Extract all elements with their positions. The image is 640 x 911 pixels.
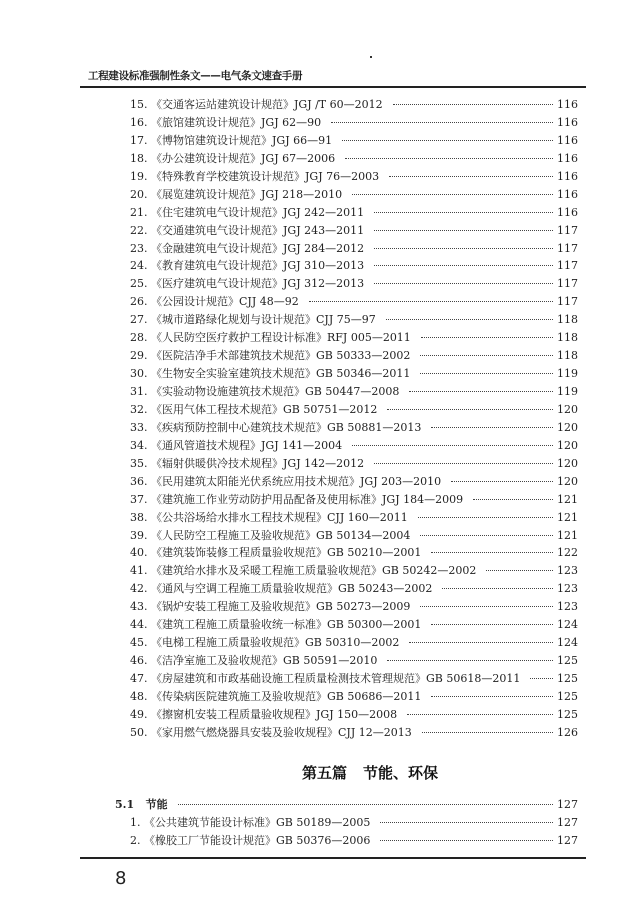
toc-entry[interactable] <box>130 168 578 186</box>
entry-page: 116 <box>557 187 578 201</box>
entry-page: 119 <box>557 367 578 381</box>
entry-text <box>130 616 421 634</box>
entry-number: 42. <box>130 582 148 596</box>
dot-leader <box>409 391 553 392</box>
toc-entry[interactable] <box>130 275 578 293</box>
entry-title: 《洁净室施工及验收规范》GB 50591—2010 <box>151 654 378 668</box>
section-heading[interactable] <box>115 796 578 814</box>
entry-number: 40. <box>130 546 148 560</box>
entry-page: 121 <box>557 528 578 542</box>
entry-number: 33. <box>130 420 148 434</box>
entry-text <box>130 329 411 347</box>
toc-entry[interactable] <box>130 293 578 311</box>
entry-title: 《家用燃气燃烧器具安装及验收规程》CJJ 12—2013 <box>151 725 412 739</box>
entry-page: 125 <box>557 654 578 668</box>
entry-page: 120 <box>557 420 578 434</box>
entry-title: 《人民防空医疗救护工程设计标准》RFJ 005—2011 <box>151 331 411 345</box>
toc-entry[interactable] <box>130 706 578 724</box>
toc-entry[interactable] <box>130 329 578 347</box>
dot-leader <box>407 714 553 715</box>
entry-text <box>130 132 332 150</box>
entry-page: 123 <box>557 582 578 596</box>
entry-title: 《建筑给水排水及采暖工程施工质量验收规范》GB 50242—2002 <box>151 564 477 578</box>
entry-title: 《通风管道技术规程》JGJ 141—2004 <box>151 438 343 452</box>
entry-title: 《特殊教育学校建筑设计规范》JGJ 76—2003 <box>151 169 380 183</box>
entry-page: 124 <box>557 636 578 650</box>
entry-number: 21. <box>130 205 148 219</box>
entry-number: 30. <box>130 367 148 381</box>
entry-title: 《房屋建筑和市政基础设施工程质量检测技术管理规范》GB 50618—2011 <box>151 672 521 685</box>
entry-page: 116 <box>557 133 578 147</box>
entry-number: 1. <box>130 815 141 829</box>
entry-number: 24. <box>130 259 148 273</box>
dot-leader <box>380 822 553 823</box>
dot-leader <box>352 194 553 195</box>
entry-text <box>130 293 299 311</box>
entry-number: 34. <box>130 438 148 452</box>
entry-text <box>130 257 364 275</box>
entry-text <box>130 437 342 455</box>
entry-title: 《建筑装饰装修工程质量验收规范》GB 50210—2001 <box>151 546 422 560</box>
entry-title: 《医院洁净手术部建筑技术规范》GB 50333—2002 <box>151 349 411 363</box>
running-head: 工程建设标准强制性条文——电气条文速查手册 <box>88 70 303 82</box>
dot-leader <box>486 570 553 571</box>
dot-leader <box>387 409 553 410</box>
entry-title: 《擦窗机安装工程质量验收规程》JGJ 150—2008 <box>151 707 398 721</box>
entry-page: 126 <box>557 725 578 739</box>
entry-text <box>130 240 364 258</box>
toc-entry[interactable] <box>130 114 578 132</box>
entry-page: 124 <box>557 618 578 632</box>
entry-number: 15. <box>130 98 148 111</box>
dot-leader <box>431 696 553 697</box>
entry-page: 127 <box>557 815 578 829</box>
entry-page: 125 <box>557 672 578 685</box>
toc-entry[interactable] <box>130 473 578 491</box>
dot-leader <box>374 463 553 464</box>
header-rule <box>80 86 586 88</box>
entry-number: 35. <box>130 456 148 470</box>
entry-number: 28. <box>130 331 148 345</box>
entry-title: 《橡胶工厂节能设计规范》GB 50376—2006 <box>144 833 371 847</box>
entry-text <box>130 455 364 473</box>
entry-number: 2. <box>130 833 141 847</box>
dot-leader <box>442 588 553 589</box>
entry-title: 《住宅建筑电气设计规范》JGJ 242—2011 <box>151 205 365 219</box>
dot-leader <box>418 517 553 518</box>
entry-page: 116 <box>557 98 578 111</box>
part-title: 节能、环保 <box>363 764 439 782</box>
entry-text <box>130 598 410 616</box>
entry-number: 32. <box>130 402 148 416</box>
entry-title: 《电梯工程施工质量验收规范》GB 50310—2002 <box>151 636 400 650</box>
entry-text <box>130 419 421 437</box>
entry-title: 《公共浴场给水排水工程技术规程》CJJ 160—2011 <box>151 510 408 524</box>
entry-title: 《通风与空调工程施工质量验收规范》GB 50243—2002 <box>151 582 433 596</box>
entry-text <box>130 222 364 240</box>
entry-text <box>130 544 421 562</box>
entry-number: 19. <box>130 169 148 183</box>
entry-page: 120 <box>557 474 578 488</box>
entry-title: 《旅馆建筑设计规范》JGJ 62—90 <box>151 115 322 129</box>
footer-rule <box>80 857 586 859</box>
toc-entry[interactable] <box>130 724 578 742</box>
entry-page: 125 <box>557 689 578 703</box>
entry-title: 《城市道路绿化规划与设计规范》CJJ 75—97 <box>151 313 376 327</box>
toc-entry[interactable] <box>130 544 578 562</box>
dot-leader <box>380 840 553 841</box>
entry-title: 《传染病医院建筑施工及验收规范》GB 50686—2011 <box>151 689 422 703</box>
page-number: 8 <box>115 868 127 889</box>
entry-text <box>130 509 408 527</box>
entry-text <box>130 275 364 293</box>
dot-leader <box>374 265 553 266</box>
dot-leader <box>374 283 553 284</box>
toc-entry[interactable] <box>130 616 578 634</box>
dot-leader <box>409 642 553 643</box>
dot-leader <box>420 373 553 374</box>
entry-title: 《医用气体工程技术规范》GB 50751—2012 <box>151 402 378 416</box>
toc-entry[interactable] <box>130 240 578 258</box>
toc-entry[interactable] <box>130 598 578 616</box>
dot-leader <box>352 445 553 446</box>
dot-leader <box>374 248 553 249</box>
dot-leader <box>420 535 553 536</box>
toc-entry[interactable] <box>115 814 578 832</box>
entry-text <box>130 473 441 491</box>
entry-page: 122 <box>557 546 578 560</box>
section-list <box>115 796 578 850</box>
entry-title: 《民用建筑太阳能光伏系统应用技术规范》JGJ 203—2010 <box>151 474 442 488</box>
entry-page: 116 <box>557 169 578 183</box>
entry-number: 38. <box>130 510 148 524</box>
dot-leader <box>431 427 553 428</box>
toc-entry[interactable] <box>130 186 578 204</box>
toc-entry[interactable] <box>115 832 578 850</box>
dot-leader <box>178 804 553 805</box>
entry-page: 120 <box>557 456 578 470</box>
toc-entry[interactable] <box>130 580 578 598</box>
dot-leader <box>420 606 553 607</box>
entry-text <box>130 114 321 132</box>
entry-page: 123 <box>557 564 578 578</box>
entry-text <box>130 580 432 598</box>
toc-entry[interactable] <box>130 688 578 706</box>
entry-page: 117 <box>557 277 578 291</box>
dot-leader <box>387 660 553 661</box>
entry-number: 23. <box>130 241 148 255</box>
entry-number: 43. <box>130 600 148 614</box>
toc-entry[interactable] <box>130 132 578 150</box>
toc-entry[interactable] <box>130 634 578 652</box>
entry-page: 117 <box>557 241 578 255</box>
toc-entry[interactable] <box>130 652 578 670</box>
toc-entry[interactable] <box>130 257 578 275</box>
entry-page: 117 <box>557 295 578 309</box>
entry-title: 《交通建筑电气设计规范》JGJ 243—2011 <box>151 223 365 237</box>
entry-page: 121 <box>557 510 578 524</box>
dot-leader <box>386 319 553 320</box>
toc-entry[interactable] <box>130 562 578 580</box>
entry-text <box>130 814 370 832</box>
entry-number: 48. <box>130 689 148 703</box>
entry-page: 120 <box>557 402 578 416</box>
entry-page: 117 <box>557 223 578 237</box>
dot-leader <box>393 104 553 105</box>
entry-text <box>130 724 412 742</box>
dot-leader <box>451 481 553 482</box>
entry-text <box>130 150 335 168</box>
entry-text <box>130 562 476 580</box>
entry-title: 《医疗建筑电气设计规范》JGJ 312—2013 <box>151 277 365 291</box>
entry-number: 27. <box>130 313 148 327</box>
entry-page: 118 <box>557 331 578 345</box>
entry-number: 17. <box>130 133 148 147</box>
entry-number: 29. <box>130 349 148 363</box>
entry-number: 47. <box>130 672 148 685</box>
dot-leader <box>431 552 553 553</box>
entry-number: 20. <box>130 187 148 201</box>
dot-leader <box>331 122 553 123</box>
dot-leader <box>374 212 553 213</box>
entry-title: 《公园设计规范》CJJ 48—92 <box>151 295 299 309</box>
toc-entry[interactable] <box>130 419 578 437</box>
entry-number: 25. <box>130 277 148 291</box>
toc-entry[interactable] <box>130 383 578 401</box>
dot-leader <box>389 176 553 177</box>
toc-entry[interactable] <box>130 437 578 455</box>
entry-number: 45. <box>130 636 148 650</box>
entry-text <box>130 383 399 401</box>
entry-text <box>130 204 364 222</box>
dot-leader <box>530 678 553 679</box>
entry-text <box>130 365 410 383</box>
toc-list <box>130 96 578 742</box>
entry-number: 46. <box>130 654 148 668</box>
entry-number: 26. <box>130 295 148 309</box>
entry-title: 《人民防空工程施工及验收规范》GB 50134—2004 <box>151 528 411 542</box>
entry-text <box>130 311 376 329</box>
entry-number: 37. <box>130 492 148 506</box>
entry-text <box>130 491 463 509</box>
entry-title: 《办公建筑设计规范》JGJ 67—2006 <box>151 151 336 165</box>
entry-number: 18. <box>130 151 148 165</box>
entry-text <box>130 186 342 204</box>
toc-entry[interactable] <box>130 670 578 688</box>
entry-text <box>130 688 421 706</box>
toc-entry[interactable] <box>130 401 578 419</box>
scan-speck <box>370 56 372 58</box>
entry-title: 《教育建筑电气设计规范》JGJ 310—2013 <box>151 259 365 273</box>
entry-title: 《公共建筑节能设计标准》GB 50189—2005 <box>144 815 371 829</box>
entry-page: 117 <box>557 259 578 273</box>
entry-text <box>130 634 399 652</box>
entry-title: 《金融建筑电气设计规范》JGJ 284—2012 <box>151 241 365 255</box>
entry-text <box>130 347 410 365</box>
toc-entry[interactable] <box>130 150 578 168</box>
part-heading <box>0 762 640 783</box>
entry-number: 22. <box>130 223 148 237</box>
dot-leader <box>374 230 553 231</box>
dot-leader <box>421 337 553 338</box>
toc-entry[interactable] <box>130 509 578 527</box>
entry-page: 116 <box>557 115 578 129</box>
entry-page: 118 <box>557 349 578 363</box>
entry-number: 31. <box>130 385 148 398</box>
entry-text <box>130 706 397 724</box>
entry-page: 127 <box>557 833 578 847</box>
entry-page: 116 <box>557 205 578 219</box>
entry-text <box>130 168 379 186</box>
entry-text <box>130 401 377 419</box>
toc-entry[interactable] <box>130 365 578 383</box>
entry-number: 49. <box>130 707 148 721</box>
dot-leader <box>309 301 553 302</box>
toc-entry[interactable] <box>130 311 578 329</box>
entry-title: 《生物安全实验室建筑技术规范》GB 50346—2011 <box>151 367 411 381</box>
toc-entry[interactable] <box>130 527 578 545</box>
dot-leader <box>473 499 553 500</box>
entry-title: 《锅炉安装工程施工及验收规范》GB 50273—2009 <box>151 600 411 614</box>
toc-entry[interactable] <box>130 491 578 509</box>
entry-title: 《辐射供暖供冷技术规程》JGJ 142—2012 <box>151 456 365 470</box>
toc-entry[interactable] <box>130 347 578 365</box>
dot-leader <box>422 732 553 733</box>
entry-number: 50. <box>130 725 148 739</box>
toc-entry[interactable] <box>130 222 578 240</box>
section-page: 127 <box>557 798 578 811</box>
entry-page: 125 <box>557 707 578 721</box>
entry-text <box>130 670 520 688</box>
entry-text <box>130 96 383 114</box>
entry-title: 《疾病预防控制中心建筑技术规范》GB 50881—2013 <box>151 420 422 434</box>
dot-leader <box>431 624 553 625</box>
entry-page: 119 <box>557 385 578 398</box>
entry-number: 39. <box>130 528 148 542</box>
entry-number: 44. <box>130 618 148 632</box>
entry-title: 《建筑工程施工质量验收统一标准》GB 50300—2001 <box>151 618 422 632</box>
entry-text <box>130 527 410 545</box>
entry-page: 121 <box>557 492 578 506</box>
entry-page: 116 <box>557 151 578 165</box>
entry-title: 《实验动物设施建筑技术规范》GB 50447—2008 <box>151 385 400 398</box>
entry-number: 36. <box>130 474 148 488</box>
entry-page: 123 <box>557 600 578 614</box>
toc-entry[interactable] <box>130 96 578 114</box>
entry-text <box>130 652 377 670</box>
part-label: 第五篇 <box>301 764 347 782</box>
entry-page: 118 <box>557 313 578 327</box>
toc-entry[interactable] <box>130 455 578 473</box>
entry-title: 《建筑施工作业劳动防护用品配备及使用标准》JGJ 184—2009 <box>151 492 464 506</box>
entry-title: 《交通客运站建筑设计规范》JGJ /T 60—2012 <box>151 98 383 111</box>
dot-leader <box>420 355 553 356</box>
entry-page: 120 <box>557 438 578 452</box>
section-title: 节能 <box>145 798 168 811</box>
entry-number: 16. <box>130 115 148 129</box>
section-number: 5.1 <box>115 798 135 811</box>
entry-title: 《展览建筑设计规范》JGJ 218—2010 <box>151 187 343 201</box>
dot-leader <box>342 140 553 141</box>
toc-entry[interactable] <box>130 204 578 222</box>
dot-leader <box>345 158 553 159</box>
entry-text <box>130 832 370 850</box>
entry-title: 《博物馆建筑设计规范》JGJ 66—91 <box>151 133 333 147</box>
entry-number: 41. <box>130 564 148 578</box>
